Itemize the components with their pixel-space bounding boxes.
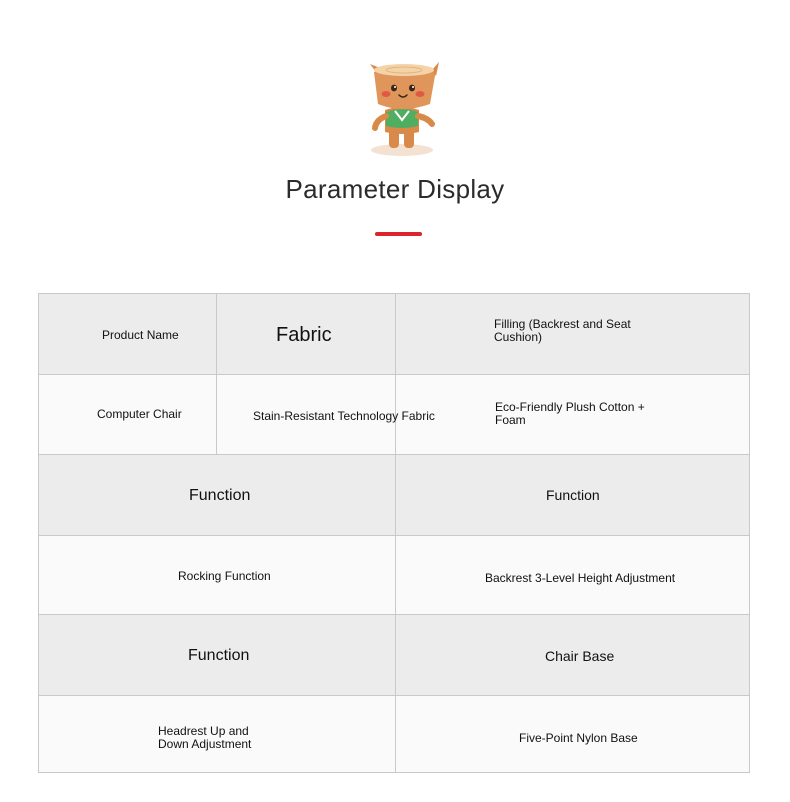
tree-stump-mascot-icon (364, 58, 440, 158)
table-row (39, 374, 749, 454)
table-row (39, 294, 749, 374)
function-label-right: Function (546, 487, 600, 503)
backrest-adjustment-value: Backrest 3-Level Height Adjustment (485, 571, 676, 585)
product-name-value: Computer Chair (97, 407, 182, 421)
headrest-adjustment-value: Headrest Up and Down Adjustment (158, 724, 252, 751)
filling-label: Filling (Backrest and Seat Cushion) (494, 317, 631, 344)
column-divider (216, 294, 217, 374)
title-underline (375, 232, 422, 236)
column-divider (395, 455, 396, 536)
column-divider (395, 615, 396, 696)
column-divider (395, 696, 396, 773)
product-name-label: Product Name (102, 328, 179, 342)
column-divider (395, 536, 396, 615)
nylon-base-value: Five-Point Nylon Base (519, 731, 638, 745)
table-row (39, 535, 749, 614)
chair-base-label: Chair Base (545, 648, 615, 664)
table-row (39, 614, 749, 695)
function-label-left: Function (189, 487, 251, 504)
parameter-table (38, 293, 750, 773)
filling-value: Eco-Friendly Plush Cotton + Foam (495, 400, 645, 427)
fabric-value: Stain-Resistant Technology Fabric (253, 409, 435, 423)
rocking-function-value: Rocking Function (178, 569, 271, 583)
table-row (39, 695, 749, 772)
function-label-bottom: Function (188, 647, 250, 664)
table-row (39, 454, 749, 535)
column-divider (216, 375, 217, 455)
fabric-label: Fabric (276, 324, 332, 346)
column-divider (395, 294, 396, 374)
page-title: Parameter Display (285, 174, 505, 204)
